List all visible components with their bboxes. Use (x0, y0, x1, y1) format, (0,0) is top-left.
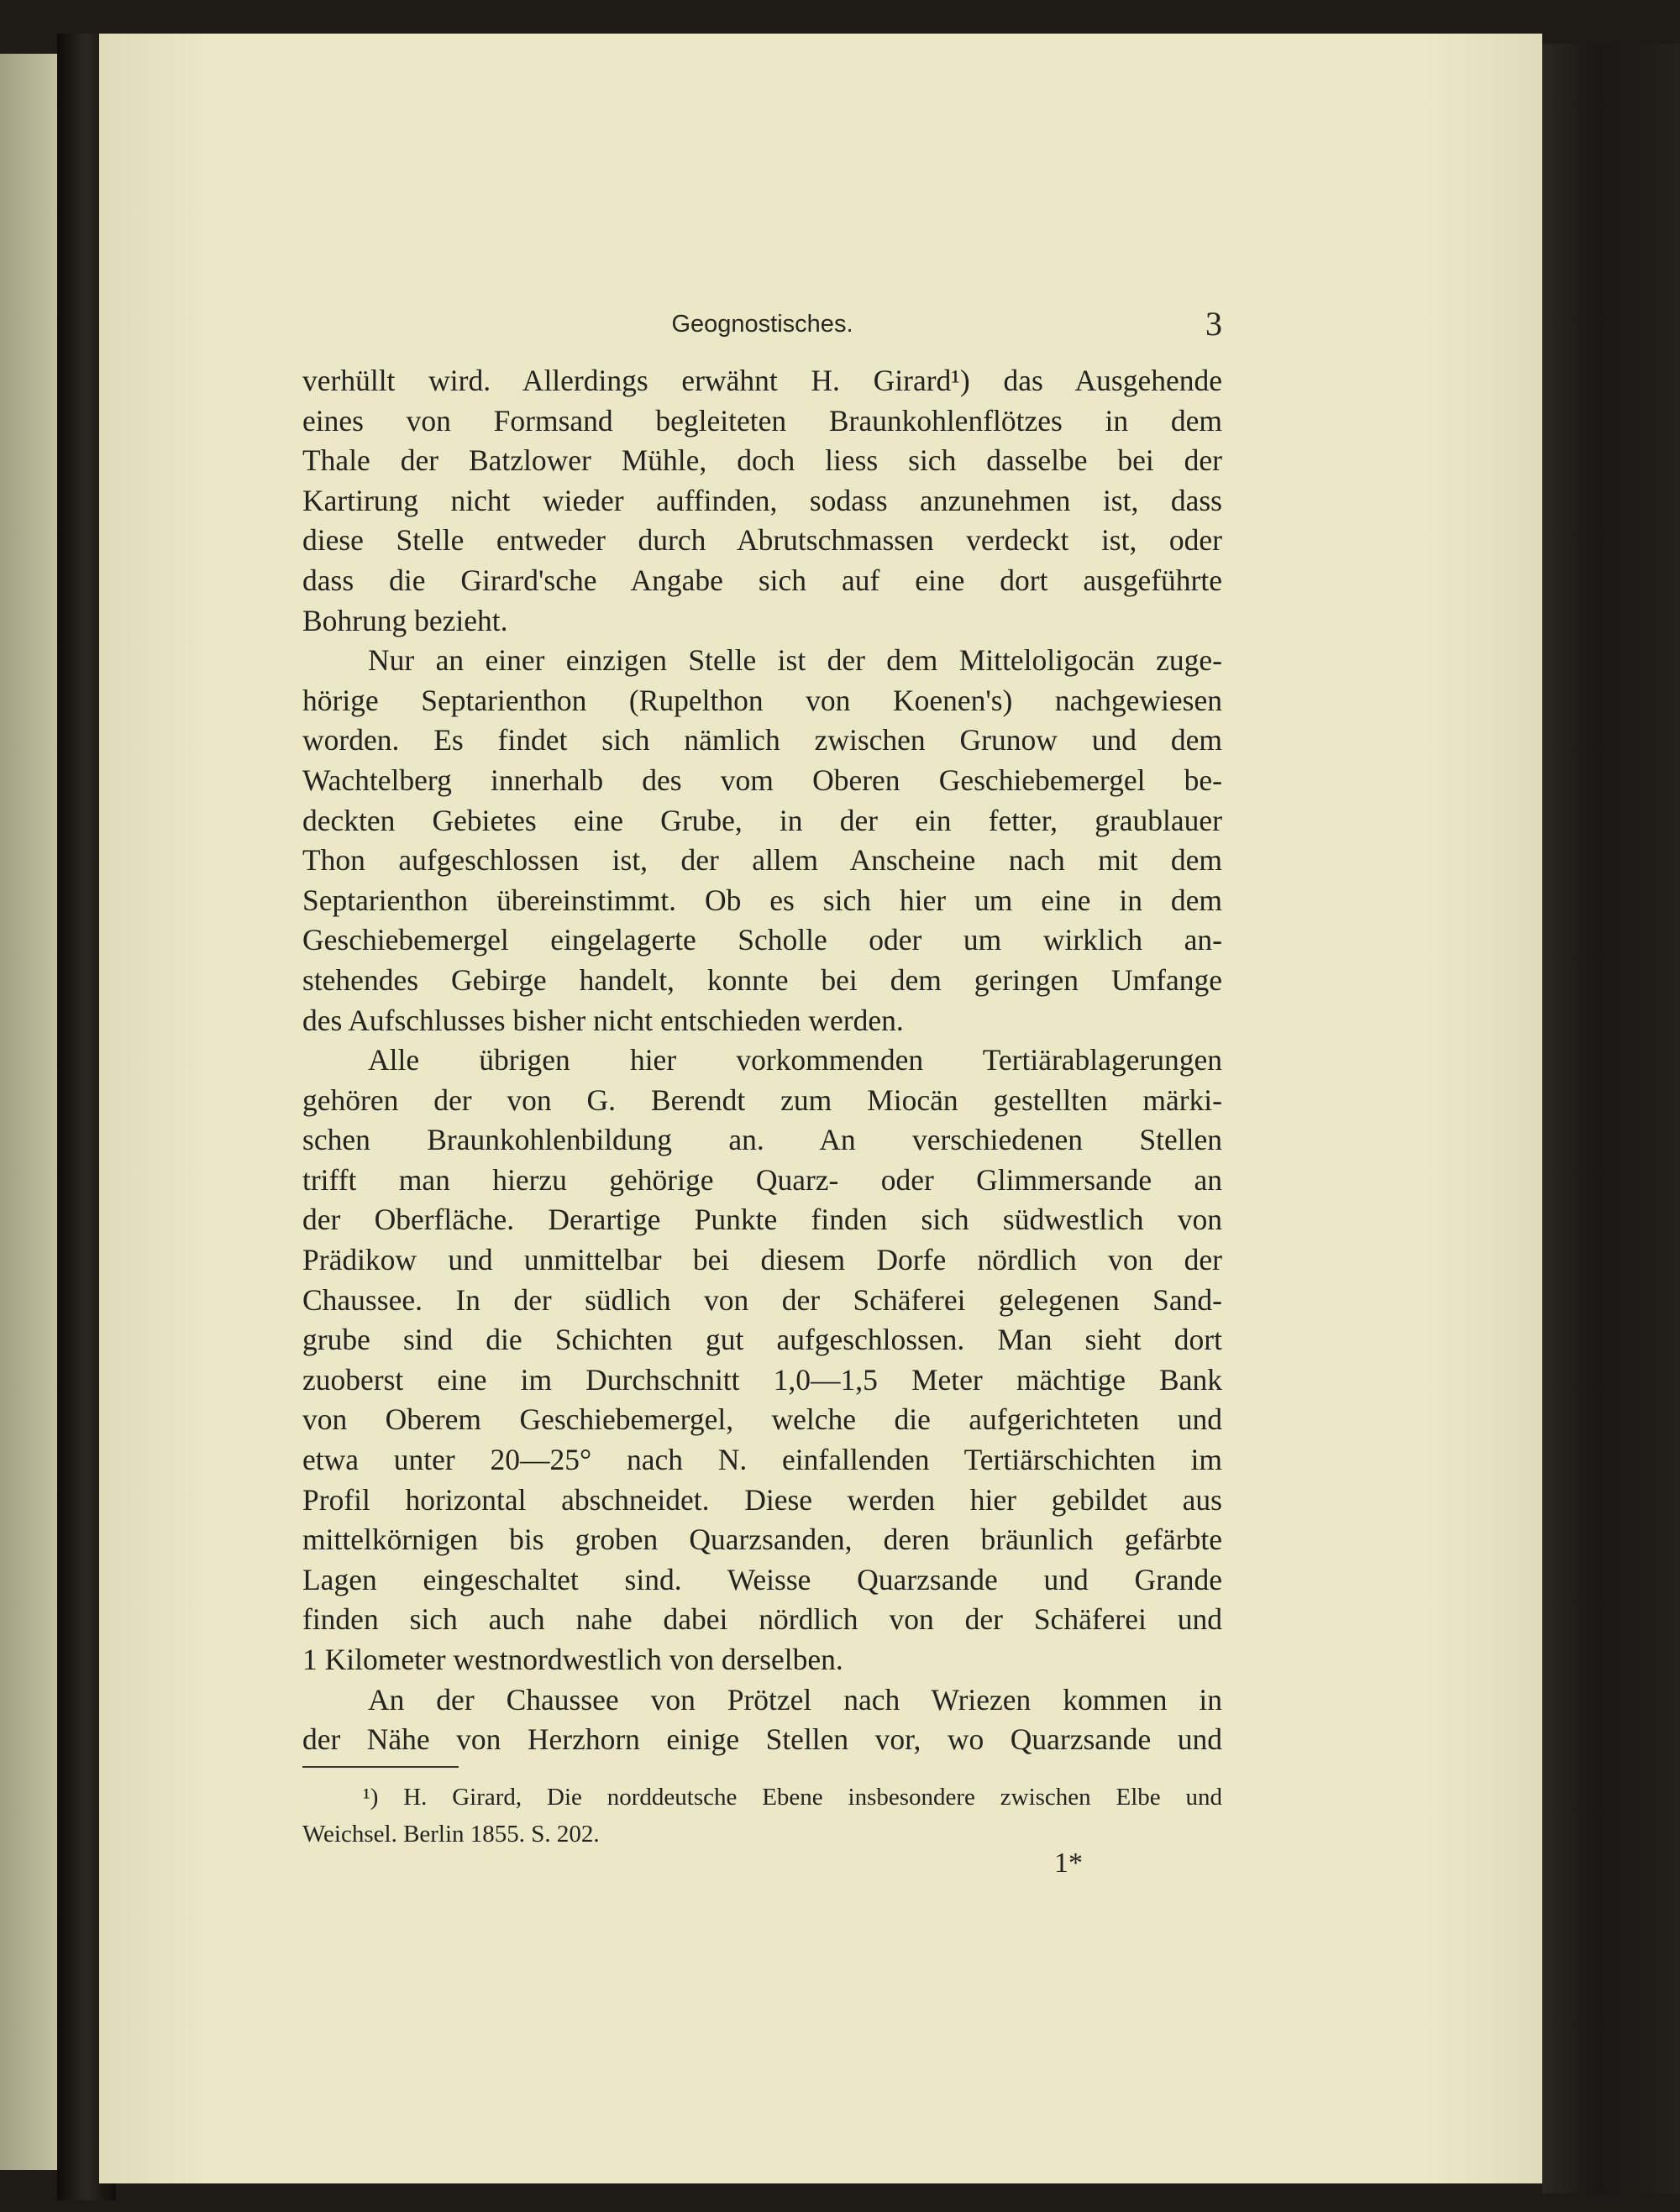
footnote (302, 1779, 1222, 1853)
text-line: zuoberst eine im Durchschnitt 1,0—1,5 Meter mächtige Bank (302, 1362, 1222, 1397)
footnote-rule (302, 1766, 459, 1768)
text-line: deckten Gebietes eine Grube, in der ein fetter, graublauer (302, 803, 1222, 837)
text-line: von Oberem Geschiebemergel, welche die aufgerichteten und (302, 1402, 1222, 1437)
text-line: Septarienthon übereinstimmt. Ob es sich hier um eine in dem (302, 883, 1222, 917)
body-text (302, 361, 1222, 1760)
footnote-line: ¹) H. Girard, Die norddeutsche Ebene insbesondere zwischen Elbe und (363, 1784, 1222, 1811)
text-line: Bohrung bezieht. (302, 603, 508, 637)
text-line: des Aufschlusses bisher nicht entschieden werden. (302, 1003, 904, 1037)
text-line: Profil horizontal abschneidet. Diese werden hier gebildet aus (302, 1482, 1222, 1517)
text-line: der Nähe von Herzhorn einige Stellen vor, wo Quarzsande und (302, 1722, 1222, 1757)
text-line: Alle übrigen hier vorkommenden Tertiärablagerungen (368, 1043, 1222, 1077)
text-line: grube sind die Schichten gut aufgeschlossen. Man sieht dort (302, 1323, 1222, 1357)
text-line: worden. Es findet sich nämlich zwischen Grunow und dem (302, 723, 1222, 757)
text-line: Kartirung nicht wieder auffinden, sodass anzunehmen ist, dass (302, 483, 1222, 517)
text-line: Prädikow und unmittelbar bei diesem Dorfe nördlich von der (302, 1243, 1222, 1277)
text-line: Chaussee. In der südlich von der Schäferei gelegenen Sand- (302, 1282, 1222, 1317)
text-line: gehören der von G. Berendt zum Miocän gestellten märki- (302, 1082, 1222, 1117)
text-line: verhüllt wird. Allerdings erwähnt H. Girard¹) das Ausgehende (302, 364, 1222, 397)
text-line: hörige Septarienthon (Rupelthon von Koenen's) nachgewiesen (302, 683, 1222, 717)
text-line: An der Chaussee von Prötzel nach Wriezen kommen in (368, 1682, 1222, 1717)
text-line: Wachtelberg innerhalb des vom Oberen Geschiebemergel be- (302, 763, 1222, 797)
page-number: 3 (1205, 305, 1222, 343)
text-line: Geschiebemergel eingelagerte Scholle oder um wirklich an- (302, 923, 1222, 957)
text-line: schen Braunkohlenbildung an. An verschiedenen Stellen (302, 1123, 1222, 1157)
text-line: finden sich auch nahe dabei nördlich von der Schäferei und (302, 1602, 1222, 1637)
book-cover-edge (1542, 44, 1680, 2194)
text-line: etwa unter 20—25° nach N. einfallenden Tertiärschichten im (302, 1443, 1222, 1477)
text-line: Thon aufgeschlossen ist, der allem Anscheine nach mit dem (302, 843, 1222, 878)
text-line: diese Stelle entweder durch Abrutschmassen verdeckt ist, oder (302, 523, 1222, 558)
footnote-line: Weichsel. Berlin 1855. S. 202. (302, 1821, 600, 1848)
signature-mark: 1* (1054, 1848, 1083, 1879)
text-line: Thale der Batzlower Mühle, doch liess sich dasselbe bei der (302, 443, 1222, 478)
text-line: eines von Formsand begleiteten Braunkohlenflötzes in dem (302, 403, 1222, 438)
text-line: trifft man hierzu gehörige Quarz- oder Glimmersande an (302, 1162, 1222, 1197)
running-title: Geognostisches. (671, 311, 853, 338)
text-line: Lagen eingeschaltet sind. Weisse Quarzsande und Grande (302, 1562, 1222, 1596)
page-header (302, 304, 1222, 346)
text-line: mittelkörnigen bis groben Quarzsanden, deren bräunlich gefärbte (302, 1523, 1222, 1557)
text-line: 1 Kilometer westnordwestlich von derselben. (302, 1643, 843, 1676)
text-line: der Oberfläche. Derartige Punkte finden sich südwestlich von (302, 1203, 1222, 1237)
text-line: Nur an einer einzigen Stelle ist der dem Mitteloligocän zuge- (368, 643, 1222, 678)
text-line: stehendes Gebirge handelt, konnte bei dem geringen Umfange (302, 962, 1222, 997)
text-line: dass die Girard'sche Angabe sich auf eine dort ausgeführte (302, 563, 1222, 597)
